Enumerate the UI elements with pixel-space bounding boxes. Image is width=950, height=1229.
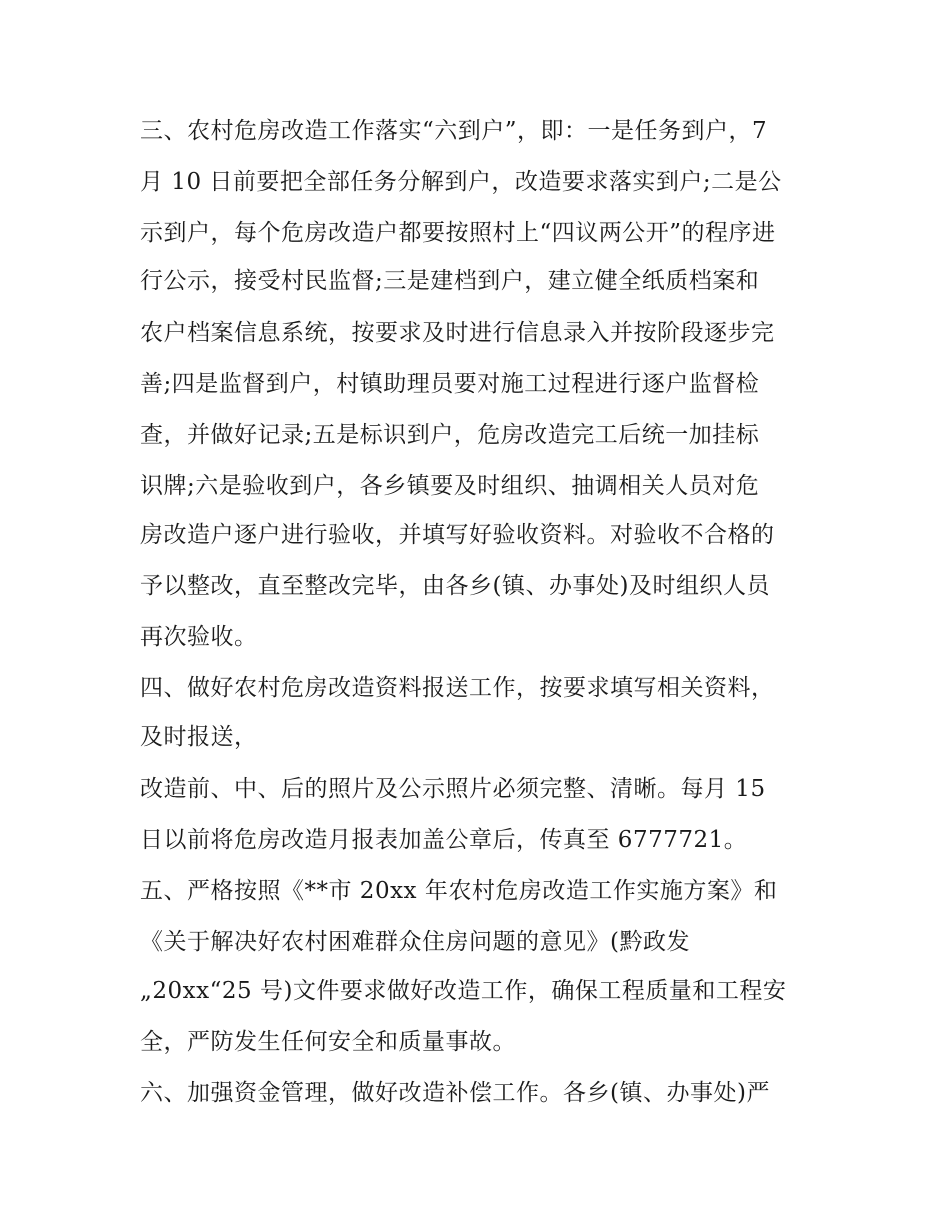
text-line: 再次验收。 [140,624,258,650]
text-line: 五、严格按照《**市 20xx 年农村危房改造工作实施方案》和 [140,878,778,904]
text-line: „20xx“25 号)文件要求做好改造工作，确保工程质量和工程安 [140,978,787,1004]
text-line: 改造前、中、后的照片及公示照片必须完整、清晰。每月 15 [140,776,766,802]
text-line: 月 10 日前要把全部任务分解到户，改造要求落实到户;二是公 [140,169,782,195]
text-line: 识牌;六是验收到户，各乡镇要及时组织、抽调相关人员对危 [140,473,760,499]
text-line: 日以前将危房改造月报表加盖公章后，传真至 6777721。 [140,827,748,853]
text-line: 《关于解决好农村困难群众住房问题的意见》(黔政发 [140,929,690,955]
text-line: 予以整改，直至整改完毕，由各乡(镇、办事处)及时组织人员 [140,573,770,599]
text-line: 农户档案信息系统，按要求及时进行信息录入并按阶段逐步完 [140,320,775,346]
text-line: 示到户，每个危房改造户都要按照村上“四议两公开”的程序进 [140,220,776,246]
text-line: 全，严防发生任何安全和质量事故。 [140,1029,516,1055]
text-line: 三、农村危房改造工作落实“六到户”，即：一是任务到户，7 [140,118,768,144]
text-line: 六、加强资金管理，做好改造补偿工作。各乡(镇、办事处)严 [140,1080,770,1106]
text-line: 房改造户逐户进行验收，并填写好验收资料。对验收不合格的 [140,522,775,548]
text-line: 及时报送， [140,724,258,750]
text-line: 四、做好农村危房改造资料报送工作，按要求填写相关资料， [140,675,775,701]
text-line: 行公示，接受村民监督;三是建档到户，建立健全纸质档案和 [140,268,760,294]
text-line: 查，并做好记录;五是标识到户，危房改造完工后统一加挂标 [140,422,760,448]
text-line: 善;四是监督到户，村镇助理员要对施工过程进行逐户监督检 [140,371,760,397]
